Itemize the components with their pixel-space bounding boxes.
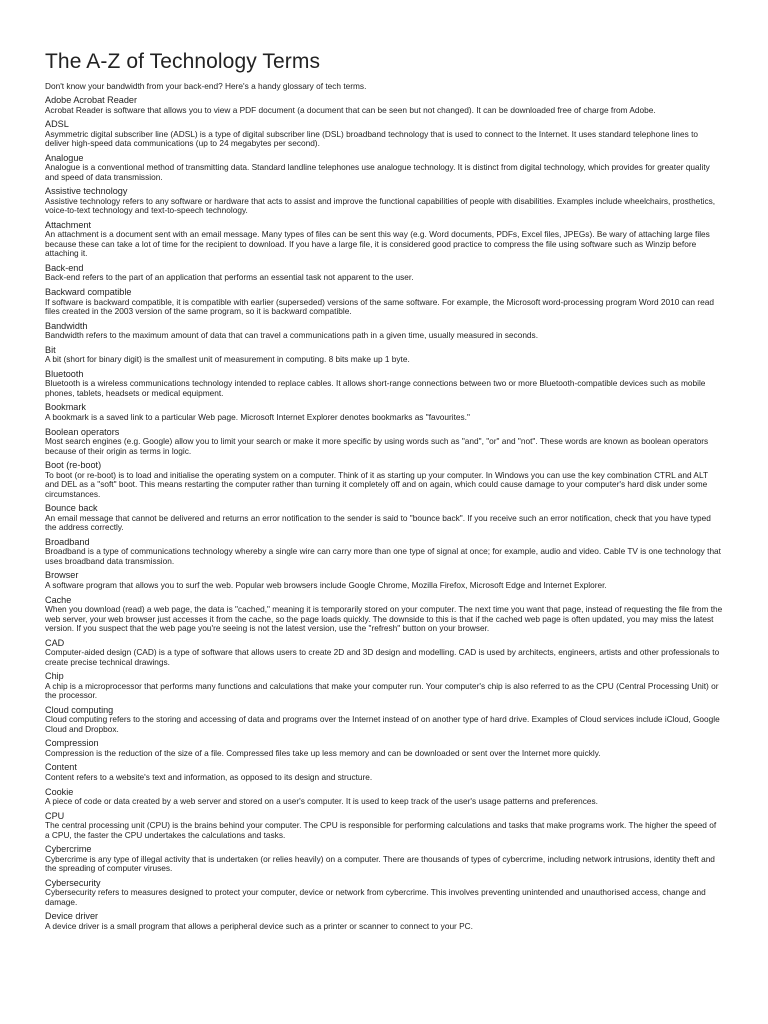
glossary-entry (45, 638, 723, 668)
glossary-term: CPU (45, 810, 65, 821)
glossary-entry (45, 119, 723, 149)
glossary-term: Attachment (45, 219, 91, 230)
glossary-term: Boot (re-boot) (45, 460, 102, 471)
glossary-entry (45, 537, 723, 567)
glossary-definition: Cloud computing refers to the storing and accessing of data and programs over the Internet instead of on another type of hard drive. Examples of Cloud services include iCloud, Google Cloud and Dropbox. (45, 714, 720, 734)
glossary-definition: Computer-aided design (CAD) is a type of software that allows users to create 2D and 3D design and modelling. CAD is used by architects, engineers, artists and other professionals to create precise technical drawings. (45, 647, 720, 667)
glossary-entry (45, 762, 723, 782)
glossary-entry (45, 570, 723, 590)
glossary-definition: A software program that allows you to surf the web. Popular web browsers include Google Chrome, Mozilla Firefox, Microsoft Edge and Internet Explorer. (45, 579, 607, 590)
glossary-term: Analogue (45, 152, 84, 163)
glossary-definition: The central processing unit (CPU) is the brains behind your computer. The CPU is responsible for performing calculations and tasks that make programs work. The higher the speed of a CPU, the faster the CPU undertakes the calculations and tasks. (45, 820, 717, 840)
glossary-definition: Analogue is a conventional method of transmitting data. Standard landline telephones use analogue technology. It is distinct from digital technology, which provides for greater quality and speed of data transmission. (45, 162, 710, 182)
glossary-definition: To boot (or re-boot) is to load and initialise the operating system on a computer. Think of it as starting up your computer. In Windows you can use the key combination CTRL and ALT and DEL as a "soft" boot. This means restarting the computer rather than turning it completely off and on again, which could cause damage to your computer's hard disk under some circumstances. (45, 469, 708, 499)
glossary-definition: A chip is a microprocessor that performs many functions and calculations that make your computer run. Your computer's chip is also referred to as the CPU (Central Processing Unit) or the processor. (45, 680, 719, 701)
glossary-entry (45, 95, 723, 115)
glossary-definition: An email message that cannot be delivered and returns an error notification to the sender is said to "bounce back". If you receive such an error notification, check that you have typed the address correctly. (45, 512, 711, 533)
glossary-term: Cybercrime (45, 844, 92, 855)
glossary-entry (45, 460, 723, 499)
glossary-term: Browser (45, 570, 79, 581)
glossary-definition: A bit (short for binary digit) is the smallest unit of measurement in computing. 8 bits make up 1 byte. (45, 354, 410, 365)
glossary-entry (45, 369, 723, 399)
intro-text: Don't know your bandwidth from your back-end? Here's a handy glossary of tech terms. (45, 81, 367, 91)
glossary-entry (45, 878, 723, 908)
glossary-entry (45, 595, 723, 634)
glossary-definition: A device driver is a small program that allows a peripheral device such as a printer or scanner to connect to your PC. (45, 920, 473, 931)
glossary-definition: A piece of code or data created by a web server and stored on a user's computer. It is used to keep track of the user's usage patterns and preferences. (45, 796, 598, 807)
glossary-term: Bandwidth (45, 320, 88, 331)
glossary-term: ADSL (45, 119, 69, 130)
glossary-definition: Back-end refers to the part of an application that performs an essential task not apparent to the user. (45, 272, 414, 283)
glossary-term: Assistive technology (45, 186, 128, 197)
glossary-term: Compression (45, 738, 99, 749)
glossary-term: Device driver (45, 911, 99, 922)
glossary-list (45, 95, 723, 931)
glossary-definition: Asymmetric digital subscriber line (ADSL) is a type of digital subscriber line (DSL) broadband technology that is used to connect to the Internet. It uses standard telephone lines to deliver high-speed data communications (up to 24 megabytes per second). (45, 128, 699, 149)
glossary-definition: Content refers to a website's text and information, as opposed to its design and structure. (45, 771, 373, 782)
glossary-term: Content (45, 762, 77, 773)
glossary-definition: When you download (read) a web page, the data is "cached," meaning it is temporarily stored on your computer. The next time you want that page, instead of requesting the file from the web server, your web browser just accesses it from the cache, so the page loads quickly. The downside to this is that if the cached web page is often updated, you may miss the latest version. If you suspect that the web page you're seeing is not the latest version, use the "refresh" button on your browser. (45, 604, 723, 633)
glossary-term: Chip (45, 671, 64, 682)
glossary-entry (45, 153, 723, 183)
glossary-definition: Bandwidth refers to the maximum amount of data that can travel a communications path in a given time, usually measured in seconds. (45, 330, 538, 341)
glossary-definition: A bookmark is a saved link to a particular Web page. Microsoft Internet Explorer denotes bookmarks as "favourites." (45, 411, 470, 422)
glossary-term: Bit (45, 344, 56, 355)
glossary-term: CAD (45, 637, 65, 648)
glossary-term: Bounce back (45, 503, 98, 514)
glossary-entry (45, 911, 723, 931)
glossary-definition: Bluetooth is a wireless communications technology intended to replace cables. It allows short-range connections between two or more Bluetooth-compatible devices such as mobile phones, tablets, headsets or medical equipment. (45, 378, 706, 398)
glossary-term: Backward compatible (45, 287, 132, 298)
glossary-entry (45, 186, 723, 216)
glossary-term: Cache (45, 594, 72, 605)
glossary-term: Cloud computing (45, 704, 114, 715)
glossary-definition: Acrobat Reader is software that allows you to view a PDF document (a document that can be seen but not changed). It can be downloaded free of charge from Adobe. (45, 104, 656, 115)
glossary-entry (45, 705, 723, 735)
glossary-entry (45, 427, 723, 457)
glossary-entry (45, 345, 723, 365)
glossary-term: Adobe Acrobat Reader (45, 95, 138, 105)
glossary-entry (45, 263, 723, 283)
glossary-definition: Cybersecurity refers to measures designed to protect your computer, device or network from cybercrime. This involves preventing unintended and unauthorised access, change and damage. (45, 887, 706, 907)
glossary-definition: If software is backward compatible, it is compatible with earlier (superseded) versions of the same software. For example, the Microsoft word-processing program Word 2010 can read files created in the 2003 version of the same program, so it is backward compatible. (45, 296, 714, 317)
glossary-term: Broadband (45, 536, 90, 547)
glossary-term: Boolean operators (45, 426, 120, 437)
glossary-term: Bluetooth (45, 368, 84, 379)
glossary-term: Cookie (45, 786, 74, 797)
glossary-entry (45, 503, 723, 533)
glossary-entry (45, 811, 723, 841)
glossary-entry (45, 287, 723, 317)
glossary-term: Cybersecurity (45, 877, 101, 888)
glossary-definition: An attachment is a document sent with an email message. Many types of files can be sent this way (e.g. Word documents, PDFs, Excel files, JPEGs). Be wary of attaching large files because these can take a lot of time for the recipient to download. If you have a large file, it is considered good practice to compress the file using software such as Winzip before attaching it. (45, 229, 710, 259)
glossary-entry (45, 738, 723, 758)
glossary-term: Bookmark (45, 402, 86, 413)
glossary-term: Back-end (45, 262, 84, 273)
glossary-entry (45, 402, 723, 422)
glossary-definition: Assistive technology refers to any software or hardware that acts to assist and improve the functional capabilities of people with disabilities. Examples include wheelchairs, prosthetics, voice-to-text technology and text-to-speech technology. (45, 195, 716, 216)
glossary-definition: Most search engines (e.g. Google) allow you to limit your search or make it more specific by using words such as "and", "or" and "not". These words are known as boolean operators because of their origin as terms in logic. (45, 436, 709, 456)
glossary-entry (45, 787, 723, 807)
page-title: The A-Z of Technology Terms (45, 50, 321, 73)
glossary-definition: Broadband is a type of communications technology whereby a single wire can carry more than one type of signal at once; for example, audio and video. Cable TV is one technology that uses broadband data transmission. (45, 546, 721, 566)
glossary-entry (45, 844, 723, 874)
glossary-definition: Compression is the reduction of the size of a file. Compressed files take up less memory and can be downloaded or sent over the Internet more quickly. (45, 747, 601, 758)
glossary-entry (45, 671, 723, 701)
glossary-definition: Cybercrime is any type of illegal activity that is undertaken (or relies heavily) on a computer. There are thousands of types of cybercrime, including network intrusions, identity theft and the spreading of computer viruses. (45, 853, 715, 874)
glossary-entry (45, 220, 723, 259)
glossary-entry (45, 321, 723, 341)
